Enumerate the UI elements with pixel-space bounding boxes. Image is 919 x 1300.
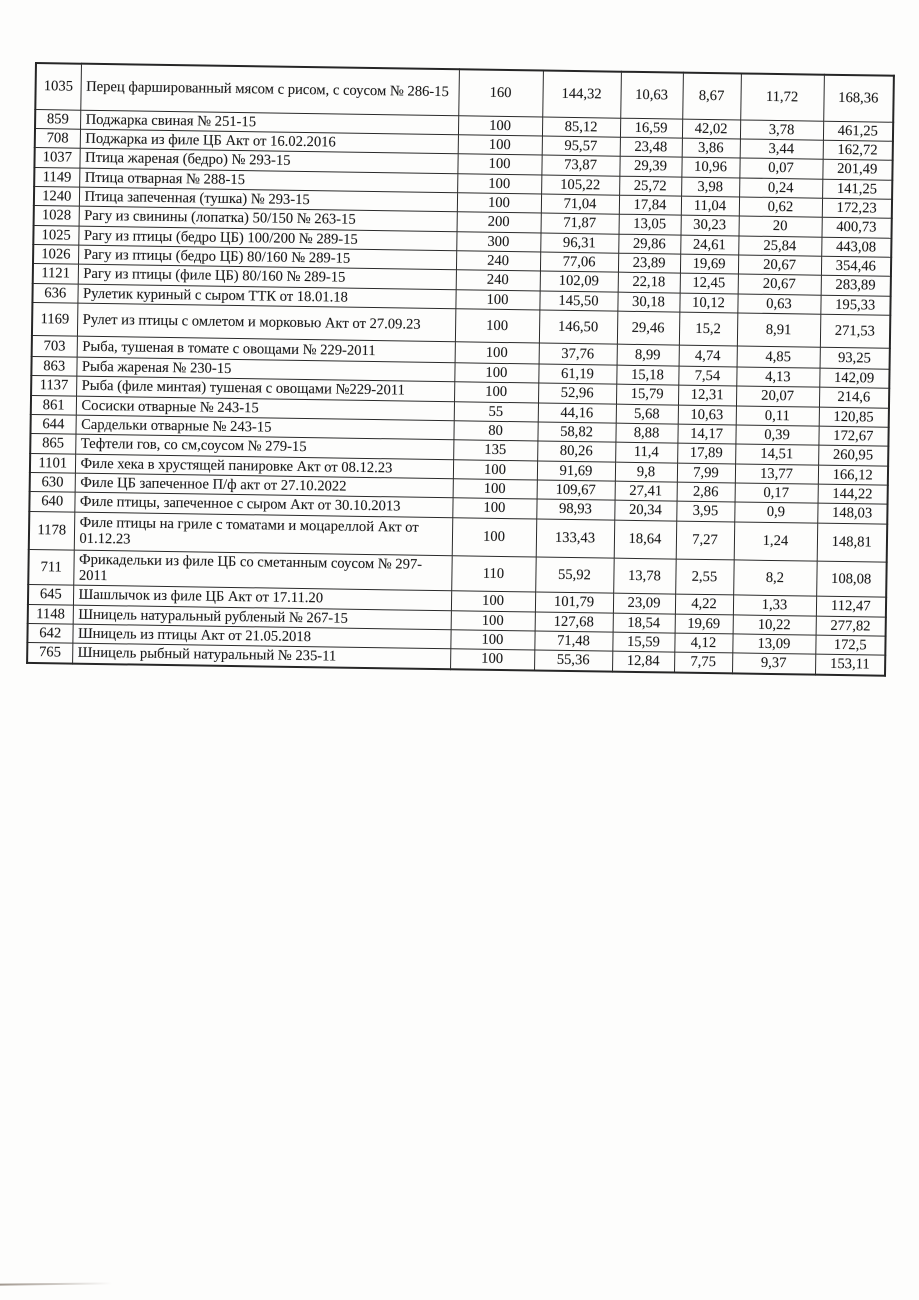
value-cell-2: 27,41 <box>615 481 677 501</box>
value-cell-1: 98,93 <box>536 499 614 519</box>
value-cell-2: 23,48 <box>620 137 682 157</box>
dish-name-cell: Рагу из свинины (лопатка) 50/150 № 263-15 <box>79 206 457 231</box>
dish-name-cell: Рыба (филе минтая) тушеная с овощами №229-2011 <box>76 376 454 401</box>
dish-name-cell: Птица жареная (бедро) № 293-15 <box>79 148 457 173</box>
value-cell-1: 44,16 <box>538 403 616 423</box>
dish-code-cell: 1026 <box>33 244 78 264</box>
value-cell-4: 20 <box>739 216 822 237</box>
value-cell-5: 283,89 <box>821 275 891 295</box>
portion-cell: 100 <box>452 498 536 519</box>
value-cell-2: 13,78 <box>613 558 676 595</box>
value-cell-4: 20,07 <box>736 386 819 407</box>
value-cell-5: 354,46 <box>821 256 891 276</box>
value-cell-5: 201,49 <box>822 159 892 179</box>
value-cell-3: 19,69 <box>680 254 738 274</box>
value-cell-3: 7,27 <box>676 521 735 560</box>
dish-name-cell: Рагу из птицы (бедро ЦБ) 80/160 № 289-15 <box>78 245 456 270</box>
value-cell-2: 8,88 <box>615 423 677 443</box>
value-cell-4: 0,63 <box>737 294 820 315</box>
value-cell-1: 127,68 <box>535 612 613 632</box>
value-cell-2: 29,39 <box>619 156 681 176</box>
value-cell-1: 71,48 <box>534 631 612 651</box>
dish-code-cell: 640 <box>29 492 74 512</box>
value-cell-2: 10,63 <box>620 72 683 119</box>
value-cell-2: 30,18 <box>617 292 679 312</box>
value-cell-4: 9,37 <box>732 653 815 674</box>
dish-name-cell: Шашлычок из филе ЦБ Акт от 17.11.20 <box>73 585 451 610</box>
value-cell-4: 13,77 <box>735 464 818 485</box>
portion-cell: 100 <box>450 649 534 670</box>
value-cell-4: 0,07 <box>739 158 822 179</box>
dish-name-cell: Шницель натуральный рубленый № 267-15 <box>73 605 451 630</box>
value-cell-4: 11,72 <box>740 73 824 120</box>
dish-code-cell: 1025 <box>33 225 78 245</box>
dish-code-cell: 642 <box>27 624 72 644</box>
value-cell-1: 71,87 <box>541 213 619 233</box>
value-cell-3: 7,75 <box>674 652 732 673</box>
value-cell-5: 148,03 <box>817 504 887 524</box>
portion-cell: 240 <box>456 251 540 272</box>
dish-name-cell: Рыба жареная № 230-15 <box>76 357 454 382</box>
dish-name-cell: Рыба, тушеная в томате с овощами № 229-2011 <box>77 336 455 363</box>
dish-code-cell: 703 <box>32 335 77 357</box>
value-cell-2: 5,68 <box>616 404 678 424</box>
portion-cell: 100 <box>455 309 539 343</box>
value-cell-1: 80,26 <box>537 441 615 461</box>
dish-name-cell: Филе птицы, запеченное с сыром Акт от 30.10.2013 <box>74 492 452 517</box>
value-cell-2: 20,34 <box>614 500 676 520</box>
dish-code-cell: 861 <box>31 395 76 415</box>
dish-code-cell: 645 <box>28 585 73 605</box>
value-cell-5: 443,08 <box>821 237 891 257</box>
value-cell-4: 3,78 <box>740 119 823 140</box>
value-cell-3: 19,69 <box>675 614 733 634</box>
value-cell-3: 7,54 <box>678 366 736 386</box>
dish-code-cell: 1148 <box>28 604 73 624</box>
value-cell-1: 109,67 <box>537 480 615 500</box>
value-cell-1: 77,06 <box>540 252 618 272</box>
dish-name-cell: Филе ЦБ запеченное П/ф акт от 27.10.2022 <box>75 473 453 498</box>
dish-name-cell: Сардельки отварные № 243-15 <box>75 415 453 440</box>
dish-name-cell: Рагу из птицы (бедро ЦБ) 100/200 № 289-15 <box>78 226 456 251</box>
portion-cell: 300 <box>456 231 540 252</box>
scan-artifact-line <box>0 1282 112 1285</box>
value-cell-2: 17,84 <box>619 195 681 215</box>
dish-code-cell: 1035 <box>35 63 81 110</box>
value-cell-4: 25,84 <box>738 236 821 257</box>
value-cell-1: 105,22 <box>541 175 619 195</box>
value-cell-2: 9,8 <box>615 462 677 482</box>
value-cell-1: 146,50 <box>539 310 617 344</box>
table-body <box>27 63 894 675</box>
value-cell-1: 52,96 <box>538 383 616 403</box>
value-cell-3: 2,55 <box>675 559 734 596</box>
value-cell-3: 7,99 <box>677 463 735 483</box>
value-cell-4: 0,62 <box>739 197 822 218</box>
dish-code-cell: 644 <box>30 414 75 434</box>
value-cell-3: 15,2 <box>679 312 737 346</box>
value-cell-4: 0,17 <box>735 483 818 504</box>
portion-cell: 100 <box>455 289 539 310</box>
dish-name-cell: Тефтели гов, со см,соусом № 279-15 <box>75 434 453 459</box>
dish-code-cell: 1137 <box>31 376 76 396</box>
value-cell-1: 133,43 <box>536 519 615 558</box>
portion-cell: 80 <box>453 421 537 442</box>
portion-cell: 160 <box>458 69 543 116</box>
value-cell-2: 29,46 <box>617 311 679 345</box>
value-cell-3: 4,74 <box>679 345 737 367</box>
dish-name-cell: Поджарка из филе ЦБ Акт от 16.02.2016 <box>80 129 458 154</box>
dish-name-cell: Филе птицы на гриле с томатами и моцареллой Акт от 01.12.23 <box>74 512 453 556</box>
value-cell-1: 96,31 <box>540 233 618 253</box>
table-tilt-wrapper <box>26 62 893 676</box>
value-cell-5: 277,82 <box>816 616 886 636</box>
dish-name-cell: Перец фаршированный мясом с рисом, с соусом № 286-15 <box>80 64 459 116</box>
value-cell-1: 101,79 <box>535 592 613 612</box>
value-cell-4: 8,2 <box>733 560 817 597</box>
portion-cell: 100 <box>451 610 535 631</box>
value-cell-3: 17,89 <box>677 443 735 463</box>
value-cell-2: 23,89 <box>618 253 680 273</box>
dish-code-cell: 1178 <box>29 511 75 550</box>
value-cell-5: 195,33 <box>820 295 890 315</box>
value-cell-5: 142,09 <box>819 368 889 388</box>
value-cell-5: 271,53 <box>820 314 890 348</box>
value-cell-1: 61,19 <box>538 364 616 384</box>
dish-code-cell: 636 <box>32 283 77 303</box>
value-cell-4: 13,09 <box>732 634 815 655</box>
dish-code-cell: 1121 <box>33 264 78 284</box>
dish-name-cell: Поджарка свиная № 251-15 <box>80 110 458 135</box>
value-cell-5: 461,25 <box>823 121 893 141</box>
value-cell-1: 144,32 <box>542 71 621 118</box>
portion-cell: 240 <box>456 270 540 291</box>
portion-cell: 100 <box>457 173 541 194</box>
value-cell-5: 112,47 <box>816 597 886 617</box>
value-cell-2: 8,99 <box>617 344 679 366</box>
value-cell-5: 153,11 <box>815 655 885 676</box>
portion-cell: 100 <box>454 382 538 403</box>
value-cell-1: 102,09 <box>540 271 618 291</box>
value-cell-3: 12,45 <box>680 273 738 293</box>
portion-cell: 135 <box>453 440 537 461</box>
value-cell-5: 93,25 <box>820 347 890 369</box>
value-cell-1: 91,69 <box>537 461 615 481</box>
portion-cell: 100 <box>458 135 542 156</box>
value-cell-1: 55,92 <box>535 557 614 594</box>
portion-cell: 100 <box>457 193 541 214</box>
value-cell-3: 11,04 <box>681 196 739 216</box>
value-cell-3: 10,63 <box>678 405 736 425</box>
value-cell-4: 14,51 <box>735 444 818 465</box>
value-cell-4: 0,11 <box>736 406 819 427</box>
dish-code-cell: 1149 <box>34 167 79 187</box>
dish-code-cell: 630 <box>30 472 75 492</box>
value-cell-2: 25,72 <box>619 176 681 196</box>
value-cell-4: 4,85 <box>737 346 820 368</box>
value-cell-2: 12,84 <box>612 652 674 673</box>
value-cell-5: 400,73 <box>821 217 891 237</box>
value-cell-3: 42,02 <box>682 119 740 139</box>
dish-code-cell: 1169 <box>32 302 77 336</box>
value-cell-1: 95,57 <box>542 136 620 156</box>
dish-code-cell: 1240 <box>34 186 79 206</box>
value-cell-2: 15,18 <box>616 365 678 385</box>
value-cell-3: 3,86 <box>682 138 740 158</box>
portion-cell: 200 <box>457 212 541 233</box>
value-cell-1: 145,50 <box>539 291 617 311</box>
value-cell-3: 8,67 <box>682 73 741 120</box>
portion-cell: 100 <box>451 591 535 612</box>
value-cell-2: 13,05 <box>619 214 681 234</box>
value-cell-5: 141,25 <box>822 179 892 199</box>
value-cell-2: 18,54 <box>613 613 675 633</box>
value-cell-3: 14,17 <box>677 424 735 444</box>
value-cell-4: 1,24 <box>734 522 818 561</box>
dish-code-cell: 863 <box>31 356 76 376</box>
value-cell-3: 3,95 <box>676 501 734 521</box>
value-cell-4: 0,9 <box>734 502 817 523</box>
value-cell-5: 144,22 <box>818 484 888 504</box>
portion-cell: 100 <box>453 459 537 480</box>
value-cell-2: 15,79 <box>616 384 678 404</box>
portion-cell: 55 <box>454 401 538 422</box>
dish-name-cell: Рагу из птицы (филе ЦБ) 80/160 № 289-15 <box>78 264 456 289</box>
value-cell-1: 73,87 <box>541 155 619 175</box>
value-cell-5: 108,08 <box>816 561 887 598</box>
dish-code-cell: 711 <box>28 549 74 585</box>
value-cell-4: 20,67 <box>738 274 821 295</box>
value-cell-1: 58,82 <box>537 422 615 442</box>
value-cell-4: 3,44 <box>740 139 823 160</box>
value-cell-3: 4,12 <box>674 633 732 653</box>
value-cell-5: 172,67 <box>818 426 888 446</box>
dish-name-cell: Рулет из птицы с омлетом и морковью Акт от 27.09.23 <box>77 303 455 342</box>
dish-name-cell: Шницель рыбный натуральный № 235-11 <box>72 644 450 669</box>
dish-name-cell: Сосиски отварные № 243-15 <box>76 396 454 421</box>
value-cell-3: 3,98 <box>681 177 739 197</box>
value-cell-3: 4,22 <box>675 594 733 614</box>
value-cell-3: 30,23 <box>681 215 739 235</box>
value-cell-4: 10,22 <box>733 615 816 636</box>
dish-code-cell: 1101 <box>30 453 75 473</box>
value-cell-4: 0,24 <box>739 177 822 198</box>
value-cell-2: 15,59 <box>612 632 674 652</box>
value-cell-5: 166,12 <box>818 465 888 485</box>
dish-code-cell: 1037 <box>34 148 79 168</box>
value-cell-4: 8,91 <box>737 313 820 347</box>
value-cell-4: 0,39 <box>735 425 818 446</box>
portion-cell: 100 <box>455 342 539 364</box>
value-cell-3: 12,31 <box>678 385 736 405</box>
portion-cell: 100 <box>458 115 542 136</box>
value-cell-5: 162,72 <box>823 140 893 160</box>
value-cell-5: 172,5 <box>815 635 885 655</box>
value-cell-3: 10,12 <box>679 293 737 313</box>
portion-cell: 110 <box>451 555 536 592</box>
portion-cell: 100 <box>450 630 534 651</box>
value-cell-4: 4,13 <box>736 367 819 388</box>
dish-name-cell: Фрикадельки из филе ЦБ со сметанным соусом № 297-2011 <box>73 550 451 591</box>
portion-cell: 100 <box>454 363 538 384</box>
value-cell-5: 120,85 <box>819 407 889 427</box>
value-cell-5: 172,23 <box>822 198 892 218</box>
portion-cell: 100 <box>452 517 537 556</box>
dish-name-cell: Птица запеченная (тушка) № 293-15 <box>79 187 457 212</box>
dish-name-cell: Птица отварная № 288-15 <box>79 168 457 193</box>
value-cell-2: 22,18 <box>618 272 680 292</box>
value-cell-5: 148,81 <box>817 523 888 562</box>
value-cell-2: 11,4 <box>615 442 677 462</box>
dish-nutrition-table <box>26 62 895 676</box>
dish-code-cell: 708 <box>35 128 80 148</box>
value-cell-1: 37,76 <box>539 343 617 365</box>
value-cell-2: 18,64 <box>614 520 677 559</box>
portion-cell: 100 <box>457 154 541 175</box>
value-cell-3: 10,96 <box>681 157 739 177</box>
dish-name-cell: Рулетик куриный с сыром ТТК от 18.01.18 <box>77 284 455 309</box>
dish-code-cell: 765 <box>27 643 72 664</box>
value-cell-1: 55,36 <box>534 650 612 671</box>
dish-code-cell: 1028 <box>34 206 79 226</box>
dish-code-cell: 865 <box>30 434 75 454</box>
dish-code-cell: 859 <box>35 109 80 129</box>
value-cell-2: 29,86 <box>618 234 680 254</box>
value-cell-4: 1,33 <box>733 595 816 616</box>
value-cell-1: 85,12 <box>542 117 620 137</box>
value-cell-5: 260,95 <box>818 445 888 465</box>
value-cell-1: 71,04 <box>541 194 619 214</box>
value-cell-2: 16,59 <box>620 118 682 138</box>
value-cell-4: 20,67 <box>738 255 821 276</box>
value-cell-5: 214,6 <box>819 387 889 407</box>
value-cell-5: 168,36 <box>823 75 894 122</box>
dish-name-cell: Филе хека в хрустящей панировке Акт от 08.12.23 <box>75 454 453 479</box>
value-cell-3: 2,86 <box>677 482 735 502</box>
value-cell-3: 24,61 <box>680 235 738 255</box>
dish-name-cell: Шницель из птицы Акт от 21.05.2018 <box>72 624 450 649</box>
portion-cell: 100 <box>453 479 537 500</box>
value-cell-2: 23,09 <box>613 594 675 614</box>
